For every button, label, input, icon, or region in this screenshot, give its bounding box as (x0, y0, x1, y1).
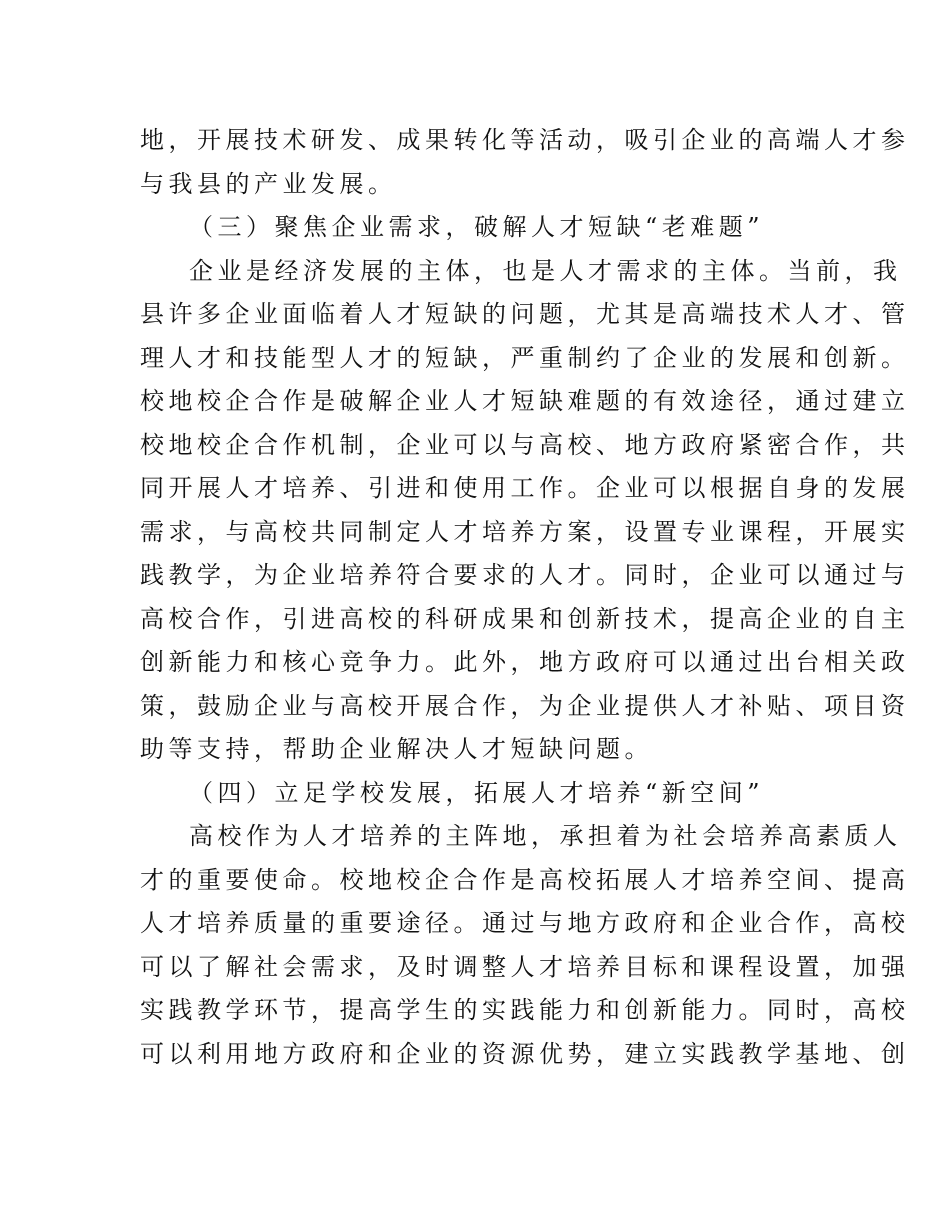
section-heading-4: （四）立足学校发展，拓展人才培养“新空间” (189, 778, 765, 807)
paragraph-line: 助等支持，帮助企业解决人才短缺问题。 (140, 735, 653, 763)
paragraph-line: 与我县的产业发展。 (140, 169, 397, 198)
paragraph-line: 可以利用地方政府和企业的资源优势，建立实践教学基地、创 (140, 1039, 910, 1068)
paragraph-line: 可以了解社会需求，及时调整人才培养目标和课程设置，加强 (140, 952, 910, 981)
paragraph-line: 实践教学环节，提高学生的实践能力和创新能力。同时，高校 (140, 996, 910, 1024)
paragraph-line: 需求，与高校共同制定人才培养方案，设置专业课程，开展实 (140, 517, 910, 546)
paragraph-line: 理人才和技能型人才的短缺，严重制约了企业的发展和创新。 (140, 343, 910, 372)
paragraph-line: 践教学，为企业培养符合要求的人才。同时，企业可以通过与 (140, 561, 910, 589)
paragraph-line: 县许多企业面临着人才短缺的问题，尤其是高端技术人才、管 (140, 300, 910, 328)
paragraph-line: 企业是经济发展的主体，也是人才需求的主体。当前，我 (189, 256, 902, 285)
paragraph-line: 高校合作，引进高校的科研成果和创新技术，提高企业的自主 (140, 604, 910, 633)
document-body (140, 119, 910, 1076)
paragraph-line: 地，开展技术研发、成果转化等活动，吸引企业的高端人才参 (140, 126, 910, 154)
paragraph-line: 高校作为人才培养的主阵地，承担着为社会培养高素质人 (189, 822, 902, 850)
paragraph-line: 同开展人才培养、引进和使用工作。企业可以根据自身的发展 (140, 474, 910, 502)
paragraph-line: 人才培养质量的重要途径。通过与地方政府和企业合作，高校 (140, 909, 910, 937)
paragraph-line: 才的重要使命。校地校企合作是高校拓展人才培养空间、提高 (140, 865, 910, 894)
paragraph-line: 校地校企合作机制，企业可以与高校、地方政府紧密合作，共 (140, 430, 910, 459)
paragraph-line: 创新能力和核心竞争力。此外，地方政府可以通过出台相关政 (140, 648, 910, 676)
paragraph-line: 校地校企合作是破解企业人才短缺难题的有效途径，通过建立 (140, 387, 910, 415)
section-heading-3: （三）聚焦企业需求，破解人才短缺“老难题” (189, 213, 765, 241)
paragraph-line: 策，鼓励企业与高校开展合作，为企业提供人才补贴、项目资 (140, 691, 910, 720)
